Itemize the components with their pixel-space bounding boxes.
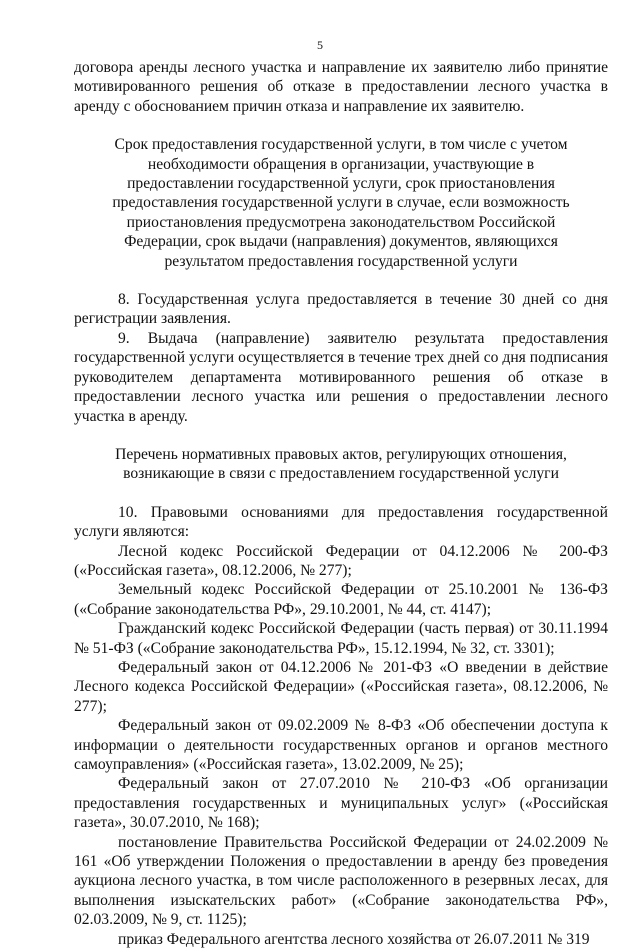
paragraph-9: 9. Выдача (направление) заявителю результата предоставления государственной услуги осуществляется в течение трех дней со дня подписания руководителем департамента мотивированного решения об отказе в предоставлении лесного участка или решения о предоставлении лесного участка в аренду. [74,329,608,425]
law-item: Земельный кодекс Российской Федерации от 25.10.2001 № 136-ФЗ («Собрание законодательства РФ», 29.10.2001, № 44, ст. 4147); [74,581,608,618]
law-item: приказ Федерального агентства лесного хозяйства от 26.07.2011 № 319 [118,930,590,948]
paragraph-10: 10. Правовыми основаниями для предоставления государственной услуги являются: [74,503,608,541]
section-heading-term: Срок предоставления государственной услуги, в том числе с учетом необходимости обращения в организации, участвующие в предоставлении государственной услуги, срок приостановления предоставления государственной услуги в случае, если возможность приостановления предусмотрена законодательством Российской Федерации, срок выдачи (направления) документов, являющихся результатом предоставления государственной услуги [112,136,570,270]
law-item: Лесной кодекс Российской Федерации от 04.12.2006 № 200-ФЗ («Российская газета», 08.12.2006, № 277); [74,542,608,579]
law-item: Федеральный закон от 04.12.2006 № 201-ФЗ «О введении в действие Лесного кодекса Российской Федерации» («Российская газета», 08.12.2006, № 277); [74,658,608,715]
law-item: постановление Правительства Российской Федерации от 24.02.2009 № 161 «Об утверждении Положения о предоставлении в аренду без проведения аукциона лесного участка, в том числе расположенного в резервных лесах, для выполнения изыскательских работ» («Собрание законодательства РФ», 02.03.2009, № 9, ст. 1125); [74,833,608,929]
document-body [74,58,608,949]
intro-paragraph: договора аренды лесного участка и направление их заявителю либо принятие мотивированного решения об отказе в предоставлении лесного участка в аренду с обоснованием причин отказа и направление их заявителю. [74,59,608,115]
paragraph-8: 8. Государственная услуга предоставляется в течение 30 дней со дня регистрации заявления. [74,291,608,328]
page-number: 5 [317,38,323,52]
section-heading-legal-acts: Перечень нормативных правовых актов, регулирующих отношения, возникающие в связи с предоставлением государственной услуги [115,445,567,483]
law-item: Федеральный закон от 27.07.2010 № 210-ФЗ «Об организации предоставления государственных и муниципальных услуг» («Российская газета», 30.07.2010, № 168); [74,775,608,832]
law-item: Гражданский кодекс Российской Федерации (часть первая) от 30.11.1994 № 51-ФЗ («Собрание законодательства РФ», 15.12.1994, № 32, ст. 3301); [74,620,608,657]
law-item: Федеральный закон от 09.02.2009 № 8-ФЗ «Об обеспечении доступа к информации о деятельности государственных органов и органов местного самоуправления» («Российская газета», 13.02.2009, № 25); [74,717,608,773]
